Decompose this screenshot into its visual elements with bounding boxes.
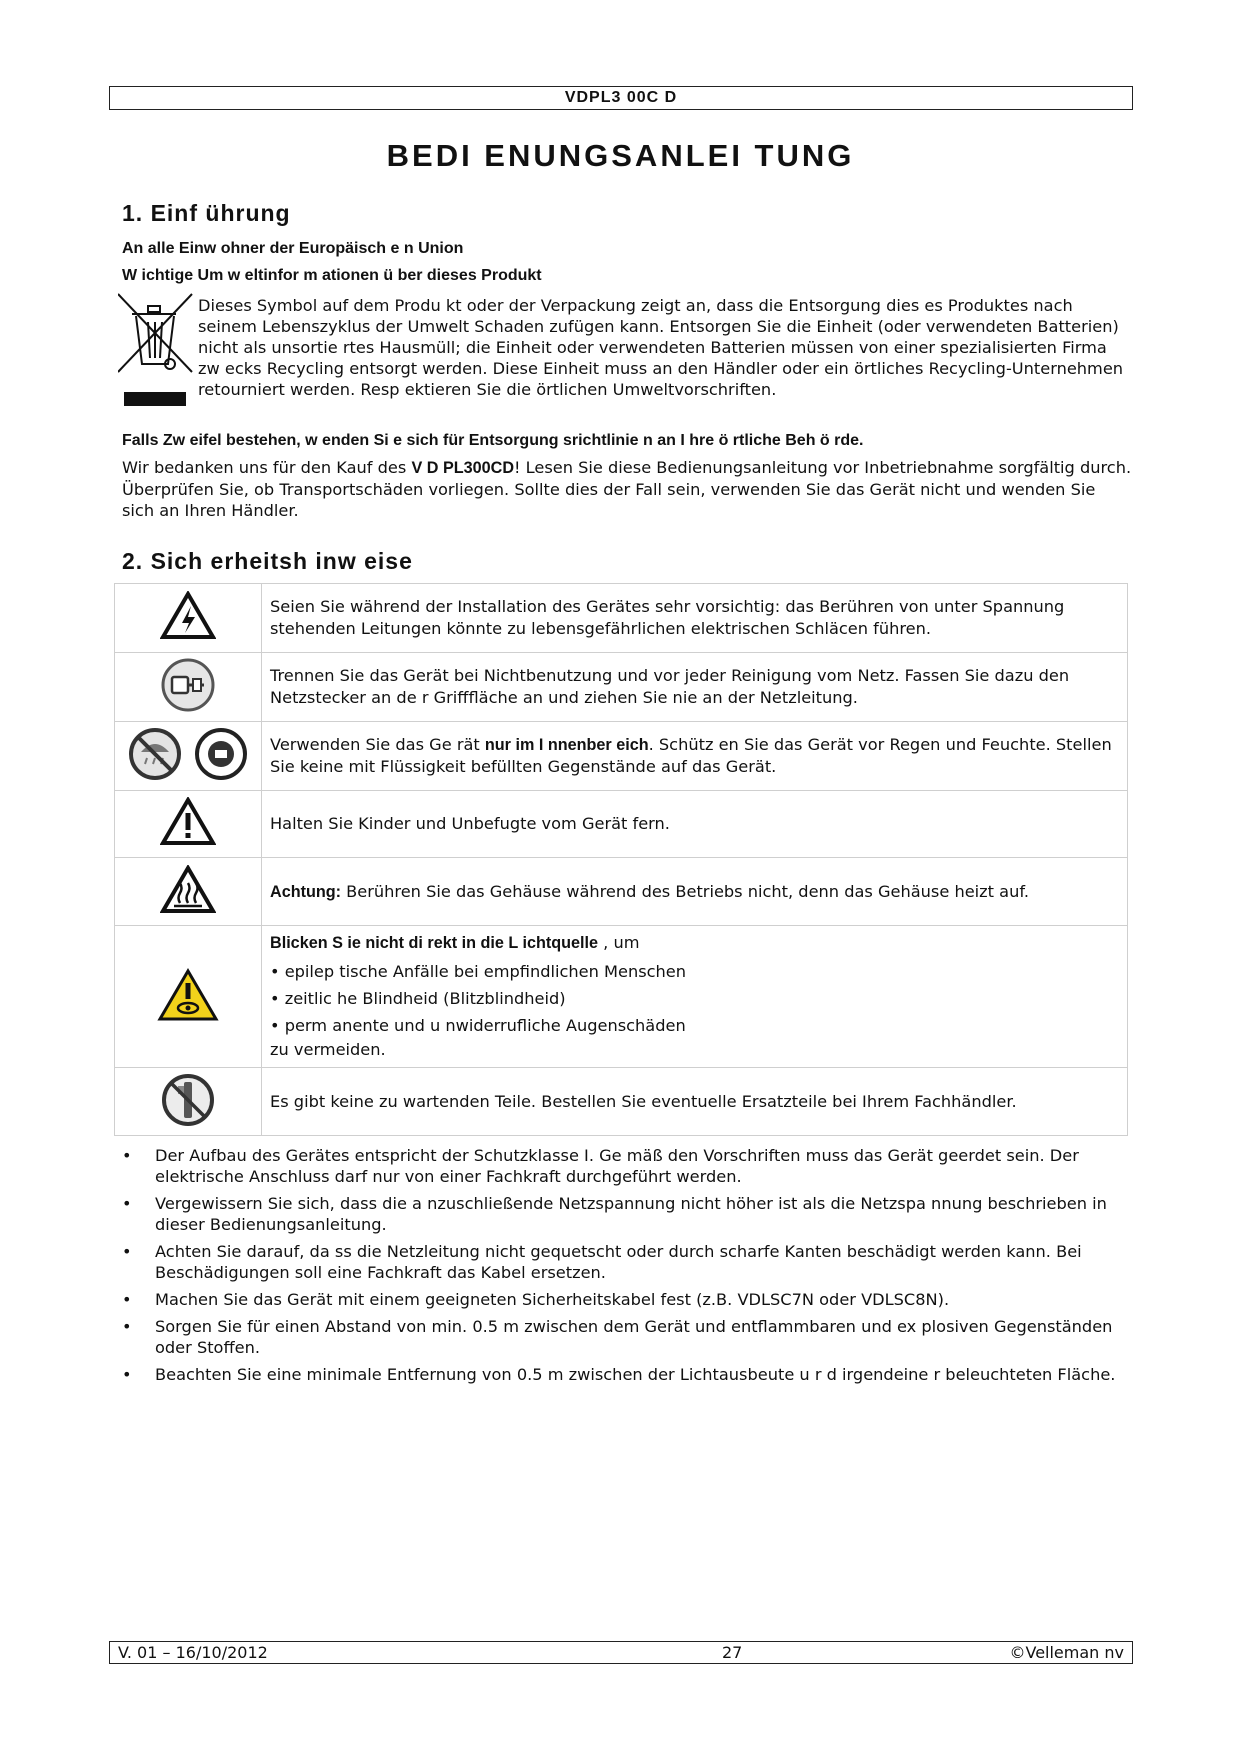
bullet-text: Vergewissern Sie sich, dass die a nzuschließende Netzspannung nicht höher ist als die Netzspa nnung beschrieben in dieser Bedienungsanleitung. (155, 1194, 1107, 1234)
footer-version: V. 01 – 16/10/2012 (118, 1643, 268, 1662)
indoor-only-emphasis: nur im I nnenber eich (484, 736, 649, 754)
safety-text-hot (262, 858, 1128, 926)
list-item: • perm anente und u nwiderrufliche Augenschäden (270, 1016, 686, 1035)
bullet-glyph: • (122, 1194, 132, 1213)
indoor-use-only-icon (193, 726, 249, 782)
safety-row (115, 584, 1128, 653)
weee-text: Dieses Symbol auf dem Produ kt oder der Verpackung zeigt an, dass die Entsorgung dies es Produktes nach seinem Lebenszyklus der Umwelt Schaden zufügen kann. Entsorgen Sie die Einheit (oder verwendeten Batterien) nicht als unsortie rtes Hausmüll; die Einheit oder verwendeten Batterien müssen von einer spezialisierten Firma zw ecks Recycling entsorgt werden. Diese Einheit muss an den Händler oder ein örtliches Recycling-Unternehmen retourniert werden. Resp ektieren Sie die örtlichen Umweltvorschriften. (198, 296, 1124, 399)
light-warning-end: zu vermeiden. (270, 1040, 386, 1059)
environment-info-line: W ichtige Um w eltinfor m ationen ü ber dieses Produkt (122, 267, 542, 284)
safety-table (114, 583, 1128, 1136)
disposal-doubt-line: Falls Zw eifel bestehen, w enden Si e sich für Entsorgung srichtlinie n an I hre ö rtliche Beh ö rde. (122, 432, 864, 449)
safety-row (115, 858, 1128, 926)
eu-residents-line: An alle Einw ohner der Europäisch e n Union (122, 240, 464, 257)
page-footer (109, 1641, 1133, 1664)
bullet-glyph: • (122, 1146, 132, 1165)
no-rain-icon (127, 726, 183, 782)
bullet-text: Sorgen Sie für einen Abstand von min. 0.5 m zwischen dem Gerät und entflammbaren und ex plosiven Gegenständen oder Stoffen. (155, 1317, 1113, 1357)
page-header (109, 86, 1133, 110)
bullet-text: Der Aufbau des Gerätes entspricht der Schutzklasse I. Ge mäß den Vorschriften muss das Gerät geerdet sein. Der elektrische Anschluss darf nur von einer Fachkraft durchgeführt werden. (155, 1146, 1079, 1186)
safety-text-indoor (262, 722, 1128, 791)
indoor-text-end: . Schütz en Sie das Gerät vor Regen und Feuchte. Stellen Sie keine mit Flüssigkeit befüllten Gegenstände auf das Gerät. (270, 735, 1112, 776)
thanks-paragraph (122, 457, 1132, 521)
hot-housing-text: Berühren Sie das Gehäuse während des Betriebs nicht, denn das Gehäuse heizt auf. (341, 881, 1030, 901)
safety-row (115, 926, 1128, 1068)
safety-text-children: Halten Sie Kinder und Unbefugte vom Gerät fern. (262, 791, 1128, 858)
list-item (122, 1316, 1132, 1358)
list-item (122, 1241, 1132, 1283)
light-danger-list (270, 958, 1121, 1039)
bullet-glyph: • (122, 1365, 132, 1384)
safety-row (115, 722, 1128, 791)
safety-text-light (262, 926, 1128, 1068)
indoor-text-start: Verwenden Sie das Ge rät (270, 735, 485, 754)
thanks-text-end: ! Lesen Sie diese Bedienungsanleitung vor Inbetriebnahme sorgfältig durch. Überprüfen Sie, ob Transportschäden vorliegen. Sollte dies der Fall sein, verwenden Sie das Gerät nicht und wenden Sie sich an Ihren Händler. (122, 458, 1132, 520)
section1-heading: 1. Einf ührung (122, 200, 291, 226)
list-item (122, 1364, 1132, 1385)
safety-row (115, 791, 1128, 858)
unplug-icon (160, 657, 216, 713)
section2-heading: 2. Sich erheitsh inw eise (122, 548, 413, 574)
electric-shock-warning-icon (160, 591, 216, 641)
list-item (122, 1145, 1132, 1187)
bullet-glyph: • (122, 1242, 132, 1261)
safety-text-service: Es gibt keine zu wartenden Teile. Bestellen Sie eventuelle Ersatzteile bei Ihrem Fachhändler. (262, 1068, 1128, 1136)
light-warning-emphasis: Blicken S ie nicht di rekt in die L ichtquelle (270, 934, 599, 952)
header-model: VDPL3 00C D (564, 89, 678, 106)
bullet-text: Achten Sie darauf, da ss die Netzleitung nicht gequetscht oder durch scharfe Kanten beschädigt werden kann. Bei Beschädigungen soll eine Fachkraft das Kabel ersetzen. (155, 1242, 1082, 1282)
bullet-text: Beachten Sie eine minimale Entfernung von 0.5 m zwischen der Lichtausbeute u r d irgendeine r beleuchteten Fläche. (155, 1365, 1116, 1384)
safety-row (115, 1068, 1128, 1136)
safety-text-unplug: Trennen Sie das Gerät bei Nichtbenutzung und vor jeder Reinigung vom Netz. Fassen Sie dazu den Netzstecker an de r Grifffläche an und ziehen Sie nie an der Netzleitung. (262, 653, 1128, 722)
safety-bullet-list (122, 1145, 1132, 1391)
thanks-text-start: Wir bedanken uns für den Kauf des (122, 458, 412, 477)
hot-surface-icon (160, 865, 216, 915)
bright-light-warning-icon (157, 968, 219, 1022)
product-name: V D PL300CD (411, 459, 515, 477)
no-user-serviceable-parts-icon (160, 1072, 216, 1128)
general-warning-icon (160, 797, 216, 847)
bullet-text: Machen Sie das Gerät mit einem geeigneten Sicherheitskabel fest (z.B. VDLSC7N oder VDLSC8N). (155, 1290, 950, 1309)
list-item (122, 1193, 1132, 1235)
safety-text-electric: Seien Sie während der Installation des Gerätes sehr vorsichtig: das Berühren von unter Spannung stehenden Leitungen könnte zu lebensgefährlichen elektrischen Schläcen führen. (262, 584, 1128, 653)
list-item: • epilep tische Anfälle bei empfindlichen Menschen (270, 962, 687, 981)
attention-label: Achtung: (270, 882, 342, 901)
bullet-glyph: • (122, 1317, 132, 1336)
light-warning-after: , um (598, 933, 640, 952)
list-item (122, 1289, 1132, 1310)
safety-row (115, 653, 1128, 722)
page-title: BEDI ENUNGSANLEI TUNG (386, 138, 855, 173)
weee-crossed-bin-icon (118, 292, 196, 410)
list-item: • zeitlic he Blindheid (Blitzblindheid) (270, 989, 566, 1008)
footer-copyright: ©Velleman nv (1009, 1643, 1124, 1662)
footer-page-number: 27 (722, 1643, 743, 1662)
bullet-glyph: • (122, 1290, 132, 1309)
